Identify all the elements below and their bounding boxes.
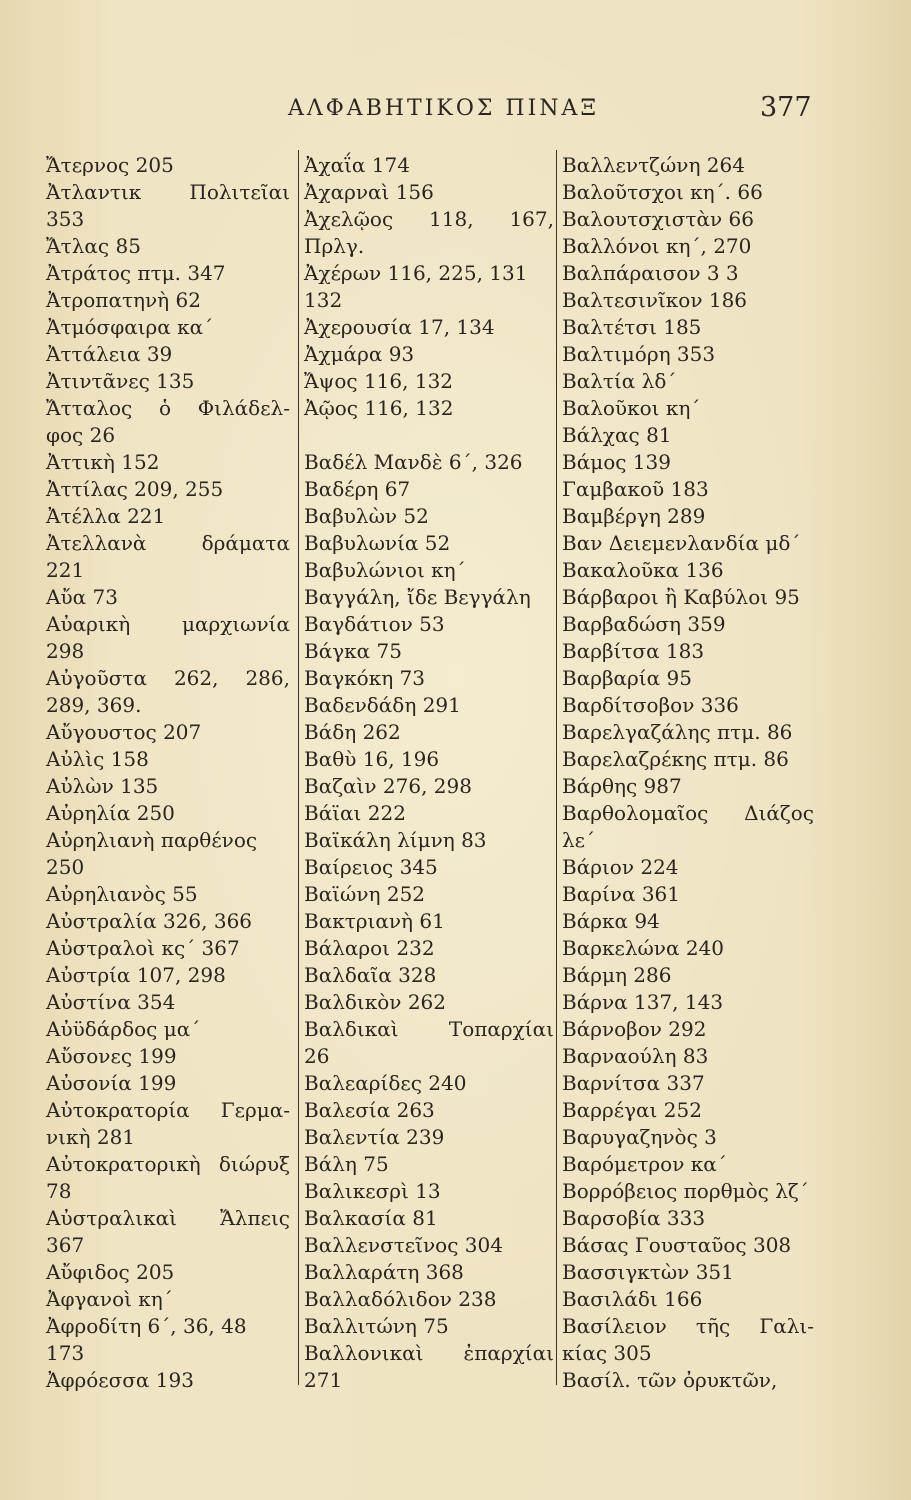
index-entry: Αὐρηλιανὸς 55 — [46, 882, 198, 906]
index-entry: Βάλη 75 — [304, 1152, 389, 1176]
index-entry: Ἀτροπατηνὴ 62 — [46, 288, 201, 312]
page-number: 377 — [760, 92, 812, 123]
index-entry: Βαλλόνοι κη΄, 270 — [562, 234, 752, 258]
index-entry: Αὐρηλία 250 — [46, 801, 175, 825]
index-entry: Βάριον 224 — [562, 855, 679, 879]
index-entry: Αὐλὼν 135 — [46, 774, 159, 798]
index-entry: Ἀχερουσία 17, 134 — [304, 315, 495, 339]
index-entry: Βαγδάτιον 53 — [304, 612, 445, 636]
index-entry: Ἀττάλεια 39 — [46, 342, 173, 366]
index-entry: Αὐγοῦστα 262, 286, — [46, 666, 290, 690]
index-entry: 78 — [46, 1179, 72, 1203]
index-entry: Βαβυλὼν 52 — [304, 504, 429, 528]
index-entry: Αὐστραλικαὶ Ἄλπεις — [46, 1206, 290, 1230]
index-entry: Αὐαρικὴ μαρχιωνία — [46, 612, 290, 636]
index-entry: 289, 369. — [46, 693, 142, 717]
index-entry: Βαίρειος 345 — [304, 855, 438, 879]
index-entry: Βαρσοβία 333 — [562, 1206, 706, 1230]
index-entry: Βαβυλώνιοι κη΄ — [304, 558, 466, 582]
index-entry: Ἀχαΐα 174 — [304, 153, 410, 177]
page-title: ΑΛΦΑΒΗΤΙΚΟΣ ΠΙΝΑΞ — [288, 96, 599, 121]
index-entry: Βαλεσία 263 — [304, 1098, 435, 1122]
index-entry: Βαρδίτσοβον 336 — [562, 693, 739, 717]
index-entry: Βάρμη 286 — [562, 963, 672, 987]
index-entry: 132 — [304, 288, 343, 312]
index-entry: 367 — [46, 1233, 85, 1257]
index-entry: Αὐστραλία 326, 366 — [46, 909, 253, 933]
index-entry: Βάρνα 137, 143 — [562, 990, 724, 1014]
index-entry: Αὐτοκρατορικὴ διώρυξ — [46, 1152, 290, 1176]
index-entry: Ἀτιντᾶνες 135 — [46, 369, 195, 393]
index-entry: Βαλκασία 81 — [304, 1206, 438, 1230]
index-entry: Ἀῷος 116, 132 — [304, 396, 454, 420]
index-entry: Βαλπάραισον 3 3 — [562, 261, 739, 285]
index-entry: Βάρκα 94 — [562, 909, 660, 933]
index-entry: Βακαλοῦκα 136 — [562, 558, 724, 582]
index-entry: Ἀφροδίτη 6΄, 36, 48 — [46, 1314, 247, 1338]
index-entry: Ἀτλαντικ Πολιτεῖαι — [46, 180, 290, 204]
index-entry: 173 — [46, 1341, 85, 1365]
index-entry: Βασσιγκτὼν 351 — [562, 1260, 734, 1284]
index-entry: Ἀφγανοὶ κη΄ — [46, 1287, 173, 1311]
index-entry: Βαλικεσρὶ 13 — [304, 1179, 441, 1203]
index-entry: Βαρίνα 361 — [562, 882, 680, 906]
index-entry: Ἀτμόσφαιρα κα΄ — [46, 315, 214, 339]
index-entry: Βαρβαδώση 359 — [562, 612, 726, 636]
index-entry: Βαδέρη 67 — [304, 477, 411, 501]
index-entry: Ἄτερνος 205 — [46, 153, 174, 177]
index-entry: Βαβυλωνία 52 — [304, 531, 451, 555]
index-entry: Ἀτέλλα 221 — [46, 504, 166, 528]
index-entry: Βαλεαρίδες 240 — [304, 1071, 467, 1095]
index-column-left — [46, 152, 290, 1394]
index-entry: Ἀχελῷος 118, 167, — [304, 207, 554, 231]
index-entry: Αὐστραλοὶ κς΄ 367 — [46, 936, 240, 960]
index-entry: Βαρυγαζηνὸς 3 — [562, 1125, 717, 1149]
index-entry: Βαλδικαὶ Τοπαρχίαι — [304, 1017, 554, 1041]
index-entry: Βαλλενστεῖνος 304 — [304, 1233, 503, 1257]
index-entry: Αὐρηλιανὴ παρθένος — [46, 828, 258, 852]
index-entry: Ἀφρόεσσα 193 — [46, 1368, 194, 1392]
index-entry: 271 — [304, 1368, 343, 1392]
index-entry: Βασίλ. τῶν ὀρυκτῶν, — [562, 1368, 778, 1392]
index-entry: Αὔγουστος 207 — [46, 720, 202, 744]
index-entry: Βάδη 262 — [304, 720, 401, 744]
index-entry: 26 — [304, 1044, 330, 1068]
index-entry: Βαϊκάλη λίμνη 83 — [304, 828, 487, 852]
index-entry: Αὐστίνα 354 — [46, 990, 176, 1014]
index-entry: Βαρβαρία 95 — [562, 666, 692, 690]
index-entry: Γαμβακοῦ 183 — [562, 477, 709, 501]
index-entry: Ἀχέρων 116, 225, 131 — [304, 261, 528, 285]
index-entry: Ἀχμάρα 93 — [304, 342, 415, 366]
index-entry: Πρλγ. — [304, 234, 365, 258]
index-entry: Ἄτταλος ὁ Φιλάδελ- — [46, 396, 290, 420]
index-entry: Ἄψος 116, 132 — [304, 369, 454, 393]
index-entry: Αὔα 73 — [46, 585, 118, 609]
index-entry: 298 — [46, 639, 85, 663]
index-entry: νικὴ 281 — [46, 1125, 136, 1149]
index-column-right — [562, 152, 814, 1394]
index-entry: λε΄ — [562, 828, 596, 852]
index-entry: Βασίλειον τῆς Γαλι- — [562, 1314, 814, 1338]
index-entry: φος 26 — [46, 423, 116, 447]
index-entry: Βάμος 139 — [562, 450, 671, 474]
section-gap — [304, 422, 554, 449]
index-entry: 250 — [46, 855, 85, 879]
index-entry: Βαλτία λδ΄ — [562, 369, 677, 393]
index-entry: Βαϊώνη 252 — [304, 882, 426, 906]
index-entry: Ἀττίλας 209, 255 — [46, 477, 224, 501]
index-entry: Βαλτιμόρη 353 — [562, 342, 716, 366]
index-entry: Βασιλάδι 166 — [562, 1287, 703, 1311]
column-divider-left — [298, 150, 299, 1385]
index-entry: Βακτριανὴ 61 — [304, 909, 445, 933]
index-entry: Βαρελγαζάλης πτμ. 86 — [562, 720, 793, 744]
index-entry: Βαρθολομαῖος Διάζος — [562, 801, 814, 825]
index-entry: Βάσας Γουσταῦος 308 — [562, 1233, 792, 1257]
index-entry: Βαρβίτσα 183 — [562, 639, 705, 663]
index-entry: Βαδέλ Μανδὲ 6΄, 326 — [304, 450, 523, 474]
index-entry: Αὐλὶς 158 — [46, 747, 149, 771]
index-entry: Βορρόβειος πορθμὸς λζ΄ — [562, 1179, 809, 1203]
index-entry: Βαλοῦτσχοι κη΄. 66 — [562, 180, 763, 204]
index-entry: 353 — [46, 207, 85, 231]
index-entry: Βαρκελώνα 240 — [562, 936, 725, 960]
index-entry: Βάρθης 987 — [562, 774, 682, 798]
index-entry: Αὐτοκρατορία Γερμα- — [46, 1098, 290, 1122]
index-entry: Βαλδικὸν 262 — [304, 990, 446, 1014]
index-entry: 221 — [46, 558, 85, 582]
index-entry: κίας 305 — [562, 1341, 652, 1365]
index-entry: Βαλλαδόλιδον 238 — [304, 1287, 497, 1311]
index-entry: Ἀτελλανὰ δράματα — [46, 531, 290, 555]
index-entry: Βαζαὶν 276, 298 — [304, 774, 472, 798]
index-entry: Βαλτεσινῖκον 186 — [562, 288, 748, 312]
index-entry: Αὐστρία 107, 298 — [46, 963, 226, 987]
index-entry: Βαρελαζρέκης πτμ. 86 — [562, 747, 789, 771]
index-entry: Βαρναούλη 83 — [562, 1044, 709, 1068]
index-entry: Βαλλιτώνη 75 — [304, 1314, 449, 1338]
index-entry: Βαλδαῖα 328 — [304, 963, 437, 987]
index-column-middle — [304, 152, 554, 1394]
index-entry: Βαγκόκη 73 — [304, 666, 425, 690]
index-entry: Βαθὺ 16, 196 — [304, 747, 440, 771]
index-entry: Βαγγάλη, ἴδε Βεγγάλη — [304, 585, 531, 609]
index-entry: Ἀχαρναὶ 156 — [304, 180, 434, 204]
index-entry: Αὐσονία 199 — [46, 1071, 177, 1095]
index-entry: Βαλλεντζώνη 264 — [562, 153, 745, 177]
index-entry: Βάρνοβον 292 — [562, 1017, 707, 1041]
index-entry: Αὔφιδος 205 — [46, 1260, 175, 1284]
index-entry: Αὔσονες 199 — [46, 1044, 177, 1068]
index-entry: Βαρόμετρον κα΄ — [562, 1152, 727, 1176]
index-entry: Βάλαροι 232 — [304, 936, 435, 960]
index-entry: Βάλχας 81 — [562, 423, 672, 447]
index-entry: Βαν Δειεμενλανδία μδ΄ — [562, 531, 801, 555]
index-entry: Βαλτέτσι 185 — [562, 315, 702, 339]
index-entry: Βάρβαροι ἢ Καβύλοι 95 — [562, 585, 800, 609]
index-entry: Αὐϋδάρδος μα΄ — [46, 1017, 201, 1041]
column-divider-right — [556, 150, 557, 1385]
index-entry: Βαλλαράτη 368 — [304, 1260, 464, 1284]
index-entry: Βαρνίτσα 337 — [562, 1071, 705, 1095]
index-entry: Ἀτράτος πτμ. 347 — [46, 261, 226, 285]
index-entry: Ἀττικὴ 152 — [46, 450, 160, 474]
index-entry: Βάϊαι 222 — [304, 801, 406, 825]
index-entry: Βαρρέγαι 252 — [562, 1098, 702, 1122]
index-entry: Βάγκα 75 — [304, 639, 402, 663]
index-entry: Βαδενδάδη 291 — [304, 693, 461, 717]
index-entry: Βαμβέργη 289 — [562, 504, 706, 528]
index-entry: Βαλεντία 239 — [304, 1125, 445, 1149]
index-entry: Βαλοῦκοι κη΄ — [562, 396, 701, 420]
index-entry: Ἄτλας 85 — [46, 234, 141, 258]
index-entry: Βαλουτσχιστὰν 66 — [562, 207, 754, 231]
index-entry: Βαλλονικαὶ ἐπαρχίαι — [304, 1341, 554, 1365]
